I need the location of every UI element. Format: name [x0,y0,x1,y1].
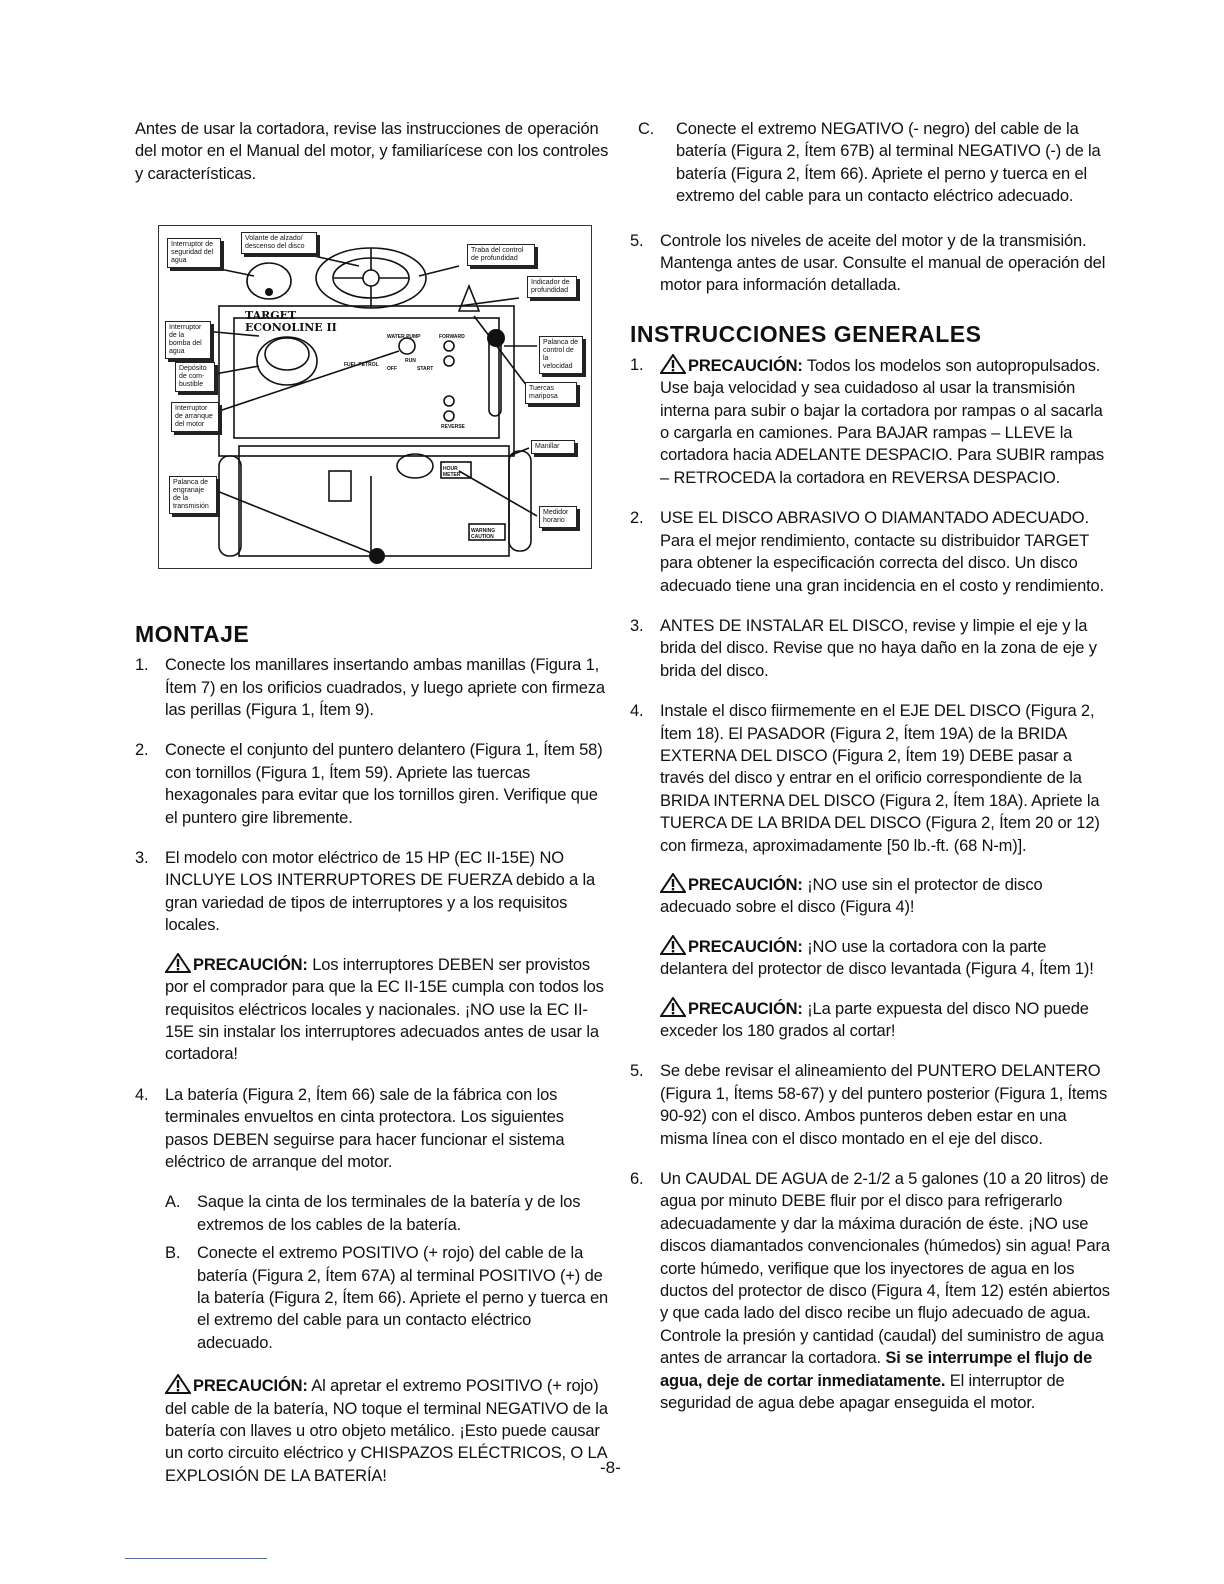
montaje-sub-a [135,1191,610,1236]
sub-text: Conecte el extremo NEGATIVO (- negro) del cable de la batería (Figura 2, Ítem 67B) al terminal NEGATIVO (-) de la batería (Figura 2, Ítem 66). Apriete el perno y tuerca en el extremo del cable para un contacto eléctrico adecuado. [676,120,1101,206]
callout-depth-lock: Traba del control de profundidad [467,244,535,266]
generales-item-3 [630,615,1110,682]
callout-speed-lever: Palanca de control de la velocidad [539,336,583,374]
label-off: OFF [387,366,397,373]
warning-icon [660,354,686,374]
item-text: Se debe revisar el alineamiento del PUNTERO DELANTERO (Figura 1, Ítems 58-67) y del puntero posterior (Figura 1, Ítems 90-92) con el disco. Ambos punteros deben estar en una misma línea con el disco montado en el eje del disco. [660,1062,1108,1148]
right-column [630,118,1110,1433]
prep-item-5 [630,230,1110,297]
item-text-bold: Si se interrumpe el flujo de agua, deje de cortar inmediatamente. [660,1349,1093,1390]
item-text: Instale el disco fiirmemente en el EJE DEL DISCO (Figura 2, Ítem 18). El PASADOR (Figura 2, Ítem 19A) de la BRIDA EXTERNA DEL DISCO (Figura 2, Ítem 19) DEBE pasar a través del disco y entrar en el orificio correspondiente de la BRIDA INTERNA DEL DISCO (Figura 2, Ítem 18A). Apriete la TUERCA DE LA BRIDA DEL DISCO (Figura 2, Ítem 20 or 12) con firmeza, aproximadamente [50 lb.-ft. (68 N-m)]. [660,702,1100,855]
item-text: USE EL DISCO ABRASIVO O DIAMANTADO ADECUADO. Para el mejor rendimiento, contacte su distribuidor TARGET para obtener la especificación correcta del disco. Un disco adecuado tiene una gran incidencia en el costo y rendimiento. [660,509,1104,595]
warning-icon [165,1374,191,1394]
generales-item-4 [630,700,1110,857]
item-text [660,1168,1110,1414]
warning-label: PRECAUCIÓN: [688,937,803,956]
label-start: START [417,366,434,373]
label-hour-meter: HOUR METER [443,466,461,479]
item-text: ANTES DE INSTALAR EL DISCO, revise y limpie el eje y la brida del disco. Revise que no haya daño en la zona de eje y brida del disco. [660,616,1097,680]
left-column [135,118,610,1487]
montaje-heading: MONTAJE [135,621,250,648]
callout-handlebar: Manillar [531,440,575,454]
item-number: 4. [630,702,644,721]
brand-label [245,310,337,334]
label-fuel: FUEL PETROL [344,362,379,369]
callout-hour-meter: Medidor horario [539,506,577,528]
item-text [660,354,1110,489]
montaje-item-1 [135,654,610,721]
callout-engine-start-switch: Interruptor de arranque del motor [171,402,219,432]
callout-gear-lever: Palanca de engranaje de la transmisión [169,476,217,514]
montaje-sub-b [135,1242,610,1354]
sub-letter: A. [165,1193,181,1212]
warning-text: ¡NO use sin el protector de disco adecuado sobre el disco (Figura 4)! [660,875,1043,917]
montaje-warning-4 [165,1374,610,1487]
warning-label: PRECAUCIÓN: [688,999,803,1018]
generales-item-2 [630,507,1110,597]
generales-warning-2 [660,935,1110,981]
item-number: 2. [135,741,149,760]
warning-icon [165,953,191,973]
warning-icon [660,873,686,893]
brand-line-2: ECONOLINE II [245,321,337,335]
warning-text: ¡La parte expuesta del disco NO puede exceder los 180 grados al cortar! [660,999,1089,1040]
warning-icon [660,935,686,955]
item-text-b: El interruptor de seguridad de agua debe apagar enseguida el motor. [660,1371,1065,1413]
callout-water-pump-switch: Interruptor de la bomba del agua [165,321,211,359]
generales-warning-1 [660,873,1110,919]
generales-warning-3 [660,997,1110,1043]
label-reverse: REVERSE [441,424,465,431]
callout-depth-indicator: Indicador de profundidad [527,276,577,298]
item-text: La batería (Figura 2, Ítem 66) sale de la fábrica con los terminales envueltos en cinta protectora. Los siguientes pasos DEBEN seguirse para hacer funcionar el sistema eléctrico de arranque del motor. [165,1085,565,1171]
intro-paragraph: Antes de usar la cortadora, revise las instrucciones de operación del motor en el Manual del motor, y familiarícese con los controles y características. [135,120,609,183]
label-run: RUN [405,358,416,365]
warning-icon [660,997,686,1017]
warning-label: PRECAUCIÓN: [193,955,308,974]
item-text: Conecte el conjunto del puntero delantero (Figura 1, Ítem 58) con tornillos (Figura 1, Ítem 59). Apriete las tuercas hexagonales para evitar que los tornillos giren. Verifique que el puntero gire libremente. [165,741,603,827]
sub-text: Saque la cinta de los terminales de la batería y de los extremos de los cables de la batería. [197,1193,581,1234]
page-number: -8- [600,1458,621,1477]
item-number: 5. [630,231,644,250]
footer-rule [125,1558,267,1559]
callout-water-safety-switch: Interruptor de seguridad del agua [167,238,221,268]
warning-label: PRECAUCIÓN: [688,356,803,375]
warning-label: PRECAUCIÓN: [688,875,803,894]
item-number: 4. [135,1085,149,1104]
generales-item-6 [630,1168,1110,1414]
montaje-item-2 [135,739,610,829]
control-panel-figure [158,225,592,569]
subitem-c [630,118,1110,208]
warning-text: ¡NO use la cortadora con la parte delantera del protector de disco levantada (Figura 4, Ítem 1)! [660,937,1094,979]
item-number: 3. [630,616,644,635]
warning-text: Al apretar el extremo POSITIVO (+ rojo) del cable de la batería, NO toque el terminal NEGATIVO de la batería con llaves u otro objeto metálico. ¡Esto puede causar un corto circuito eléctrico y CHISPAZOS ELÉCTRICOS, O LA EXPLOSIÓN DE LA BATERÍA! [165,1377,608,1485]
item-text-a: Un CAUDAL DE AGUA de 2-1/2 a 5 galones (10 a 20 litros) de agua por minuto DEBE fluir por el disco para refrigerarlo adecuadamente y dar la máxima duración de éste. ¡NO use discos diamantados convencionales (húmedos) sin agua! Para corte húmedo, verifique que los inyectores de agua en los ductos del protector de disco (Figura 4, Ítem 12) estén abiertos y que cada lado del disco recibe un flujo adecuado de agua. Controle la presión y cantidad (caudal) del suministro de agua antes de arrancar la cortadora. [660,1170,1110,1368]
warning-label: PRECAUCIÓN: [193,1377,308,1396]
item-number: 1. [630,355,644,374]
warning-text: Los interruptores DEBEN ser provistos por el comprador para que la EC II-15E cumpla con todos los requisitos eléctricos locales y nacionales. ¡NO use la EC II-15E sin instalar los interruptores adecuados antes de usar la cortadora! [165,955,604,1064]
label-warning: WARNING CAUTION [471,528,496,541]
item-text: El modelo con motor eléctrico de 15 HP (EC II-15E) NO INCLUYE LOS INTERRUPTORES DE FUERZA debido a la gran variedad de tipos de interruptores y a los requisitos locales. [165,849,596,935]
brand-line-1: TARGET [245,309,297,323]
montaje-warning-3 [165,953,610,1066]
item-number: 6. [630,1170,644,1189]
callout-raise-lower-wheel: Volante de alzado/ descenso del disco [241,232,317,254]
montaje-item-3 [135,847,610,937]
item-number: 5. [630,1062,644,1081]
warning-text: Todos los modelos son autopropulsados. Use baja velocidad y sea cuidadoso al usar la transmisión interna para subir o bajar la cortadora por rampas o al sacarla o cargarla en camiones. Para BAJAR rampas – LLEVE la cortadora hacia ADELANTE DESPACIO. Para SUBIR rampas – RETROCEDA la cortadora en REVERSA DESPACIO. [660,356,1104,487]
callout-fuel-tank: Depósito de com-bustible [175,362,215,392]
generales-item-1 [630,354,1110,489]
item-number: 2. [630,509,644,528]
item-text: Conecte los manillares insertando ambas manillas (Figura 1, Ítem 7) en los orificios cuadrados, y luego apriete con firmeza las perillas (Figura 1, Ítem 9). [165,656,605,720]
item-text: Controle los niveles de aceite del motor y de la transmisión. Mantenga antes de usar. Consulte el manual de operación del motor para información detallada. [660,231,1106,295]
label-water-pump: WATER PUMP [387,334,421,341]
label-forward: FORWARD [439,334,465,341]
item-number: 3. [135,849,149,868]
sub-text: Conecte el extremo POSITIVO (+ rojo) del cable de la batería (Figura 2, Ítem 67A) al terminal POSITIVO (+) de la batería (Figura 2, Ítem 66). Apriete el perno y tuerca en el extremo del cable para un contacto eléctrico adecuado. [197,1244,609,1352]
montaje-item-4 [135,1084,610,1174]
generales-item-5 [630,1060,1110,1150]
item-number: 1. [135,656,149,675]
callout-wing-nuts: Tuercas mariposa [525,382,577,404]
sub-letter: B. [165,1244,181,1263]
generales-heading: INSTRUCCIONES GENERALES [630,320,982,347]
sub-letter: C. [638,120,655,138]
